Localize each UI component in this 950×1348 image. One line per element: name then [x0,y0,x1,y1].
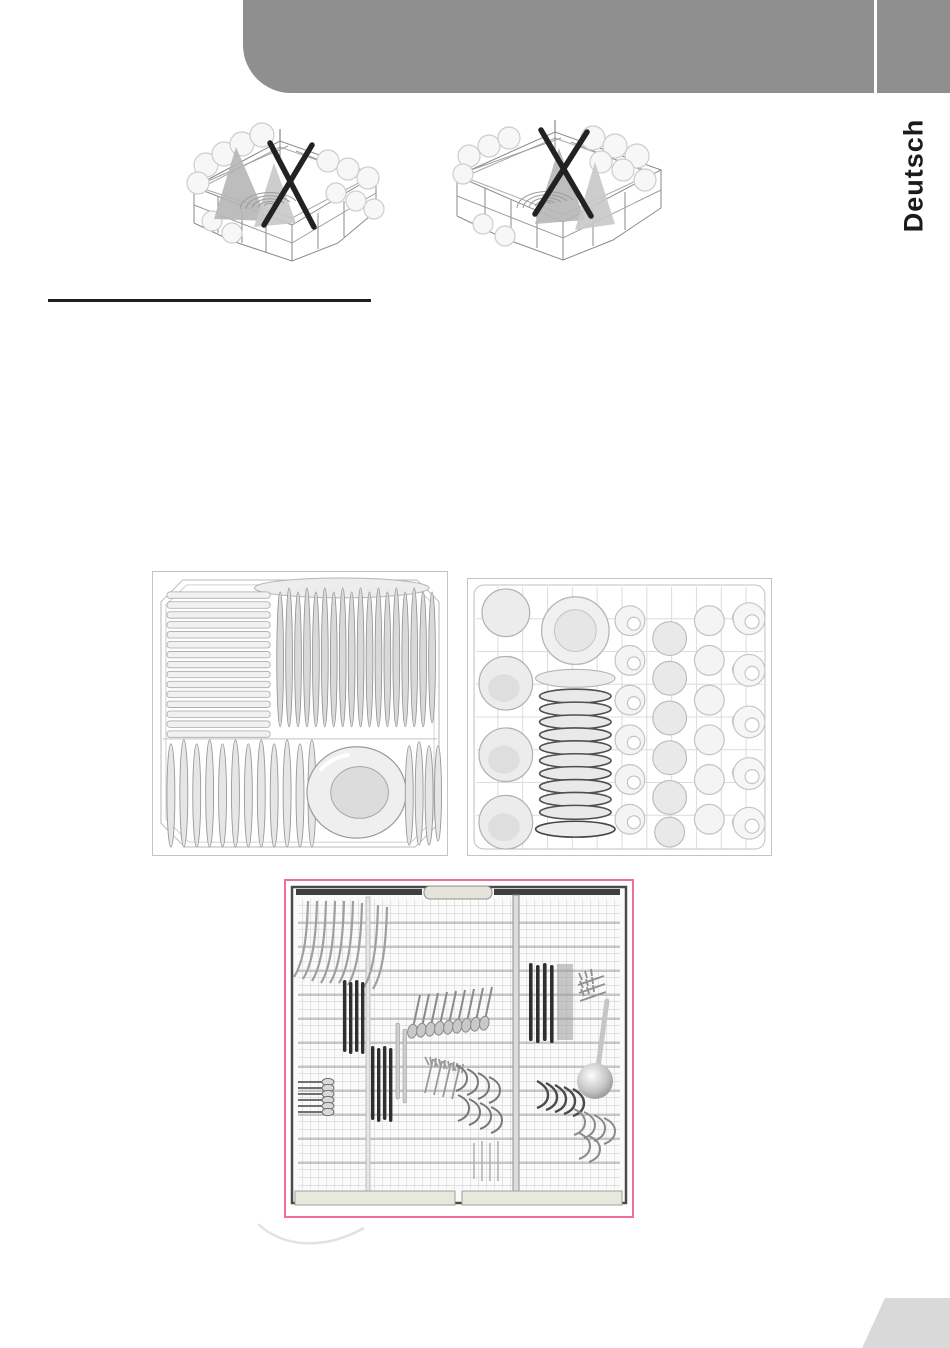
cutlery-tray-illustration [286,881,632,1216]
section-heading-rule [48,299,371,302]
plate-stack-side [167,592,270,737]
page-corner-shape [862,1298,950,1348]
pot [307,747,406,838]
header-side-tab [877,0,950,93]
big-bowl [542,597,610,665]
language-tab [877,100,950,250]
figure-cutlery-tray [284,879,634,1218]
figure-basket-crossed-left [178,101,393,273]
isometric-basket-illustration [443,104,675,278]
platter [536,669,615,687]
ladle-ball [577,1063,613,1099]
isometric-basket-illustration [178,101,393,273]
lower-basket-illustration [153,572,447,855]
tray-divider [513,895,519,1193]
tray-bottom-rail [295,1191,455,1205]
plate-silhouette [254,163,296,227]
language-tab-label: Deutsch [898,118,928,232]
figure-upper-basket-top-view [467,578,772,856]
cups-row [187,123,384,243]
tray-top-rail [296,889,422,895]
header-band [243,0,874,93]
tray-top-rail [494,889,620,895]
tray-handle [424,886,492,899]
figure-basket-crossed-right [443,104,675,278]
figure-lower-basket-top-view [152,571,448,856]
tray-rail [366,897,370,1191]
upper-basket-illustration [468,579,771,855]
tray-bottom-rail [462,1191,622,1205]
saucer-stack [536,689,615,837]
faint-swirl-decoration [252,1216,382,1256]
